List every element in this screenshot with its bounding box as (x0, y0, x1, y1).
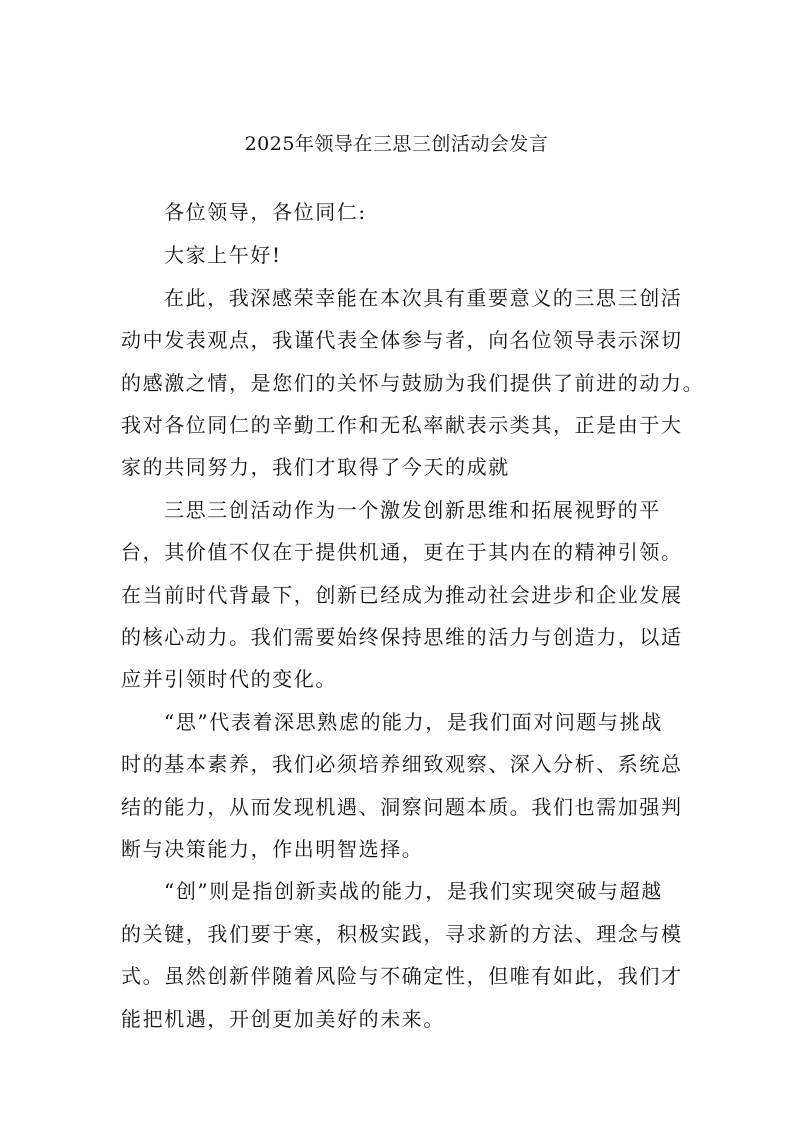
paragraph-1-line-2: 动中发表观点，我谨代表全体参与者，向名位领导表示深切 (121, 328, 683, 352)
salutation-line: 大家上午好! (164, 243, 282, 267)
paragraph-2-line-1: 三思三创活动作为一个激发创新思维和拓展视野的平 (164, 498, 661, 522)
greeting-line: 各位领导，各位同仁: (164, 200, 367, 224)
paragraph-3-line-2: 时的基本素养，我们必须培养细致观察、深入分析、系统总 (121, 752, 683, 776)
paragraph-3-line-4: 断与决策能力，作出明智选择。 (121, 837, 424, 861)
paragraph-1-line-5: 家的共同努力，我们才取得了今天的成就 (121, 455, 510, 479)
paragraph-4-line-4: 能把机遇，开创更加美好的未来。 (121, 1007, 445, 1031)
paragraph-1-line-4: 我对各位同仁的辛勤工作和无私率献表示类其，正是由于大 (121, 413, 683, 437)
paragraph-4-line-1: “创”则是指创新卖战的能力，是我们实现突破与超越 (164, 879, 663, 903)
paragraph-2-line-3: 在当前时代背最下，创新已经成为推动社会进步和企业发展 (121, 583, 683, 607)
paragraph-2-line-4: 的核心动力。我们需要始终保持思维的活力与创造力，以适 (121, 625, 683, 649)
paragraph-1-line-3: 的感激之情，是您们的关怀与鼓励为我们提供了前进的动力。 (121, 371, 705, 395)
paragraph-1-line-1: 在此，我深感荣幸能在本次具有重要意义的三思三创活 (164, 286, 683, 310)
paragraph-2-line-2: 台，其价值不仅在于提供机通，更在于其内在的精神引领。 (121, 540, 683, 564)
paragraph-4-line-3: 式。虽然创新伴随着风险与不确定性，但唯有如此，我们才 (121, 964, 683, 988)
paragraph-4-line-2: 的关键，我们要于寒，积极实践，寻求新的方法、理念与模 (121, 922, 683, 946)
paragraph-3-line-3: 结的能力，从而发现机遇、洞察问题本质。我们也需加强判 (121, 795, 683, 819)
paragraph-3-line-1: “思”代表着深思熟虑的能力，是我们面对问题与挑战 (164, 710, 663, 734)
paragraph-2-line-5: 应并引领时代的变化。 (121, 667, 337, 691)
document-title: 2025年领导在三思三创活动会发言 (244, 133, 549, 155)
